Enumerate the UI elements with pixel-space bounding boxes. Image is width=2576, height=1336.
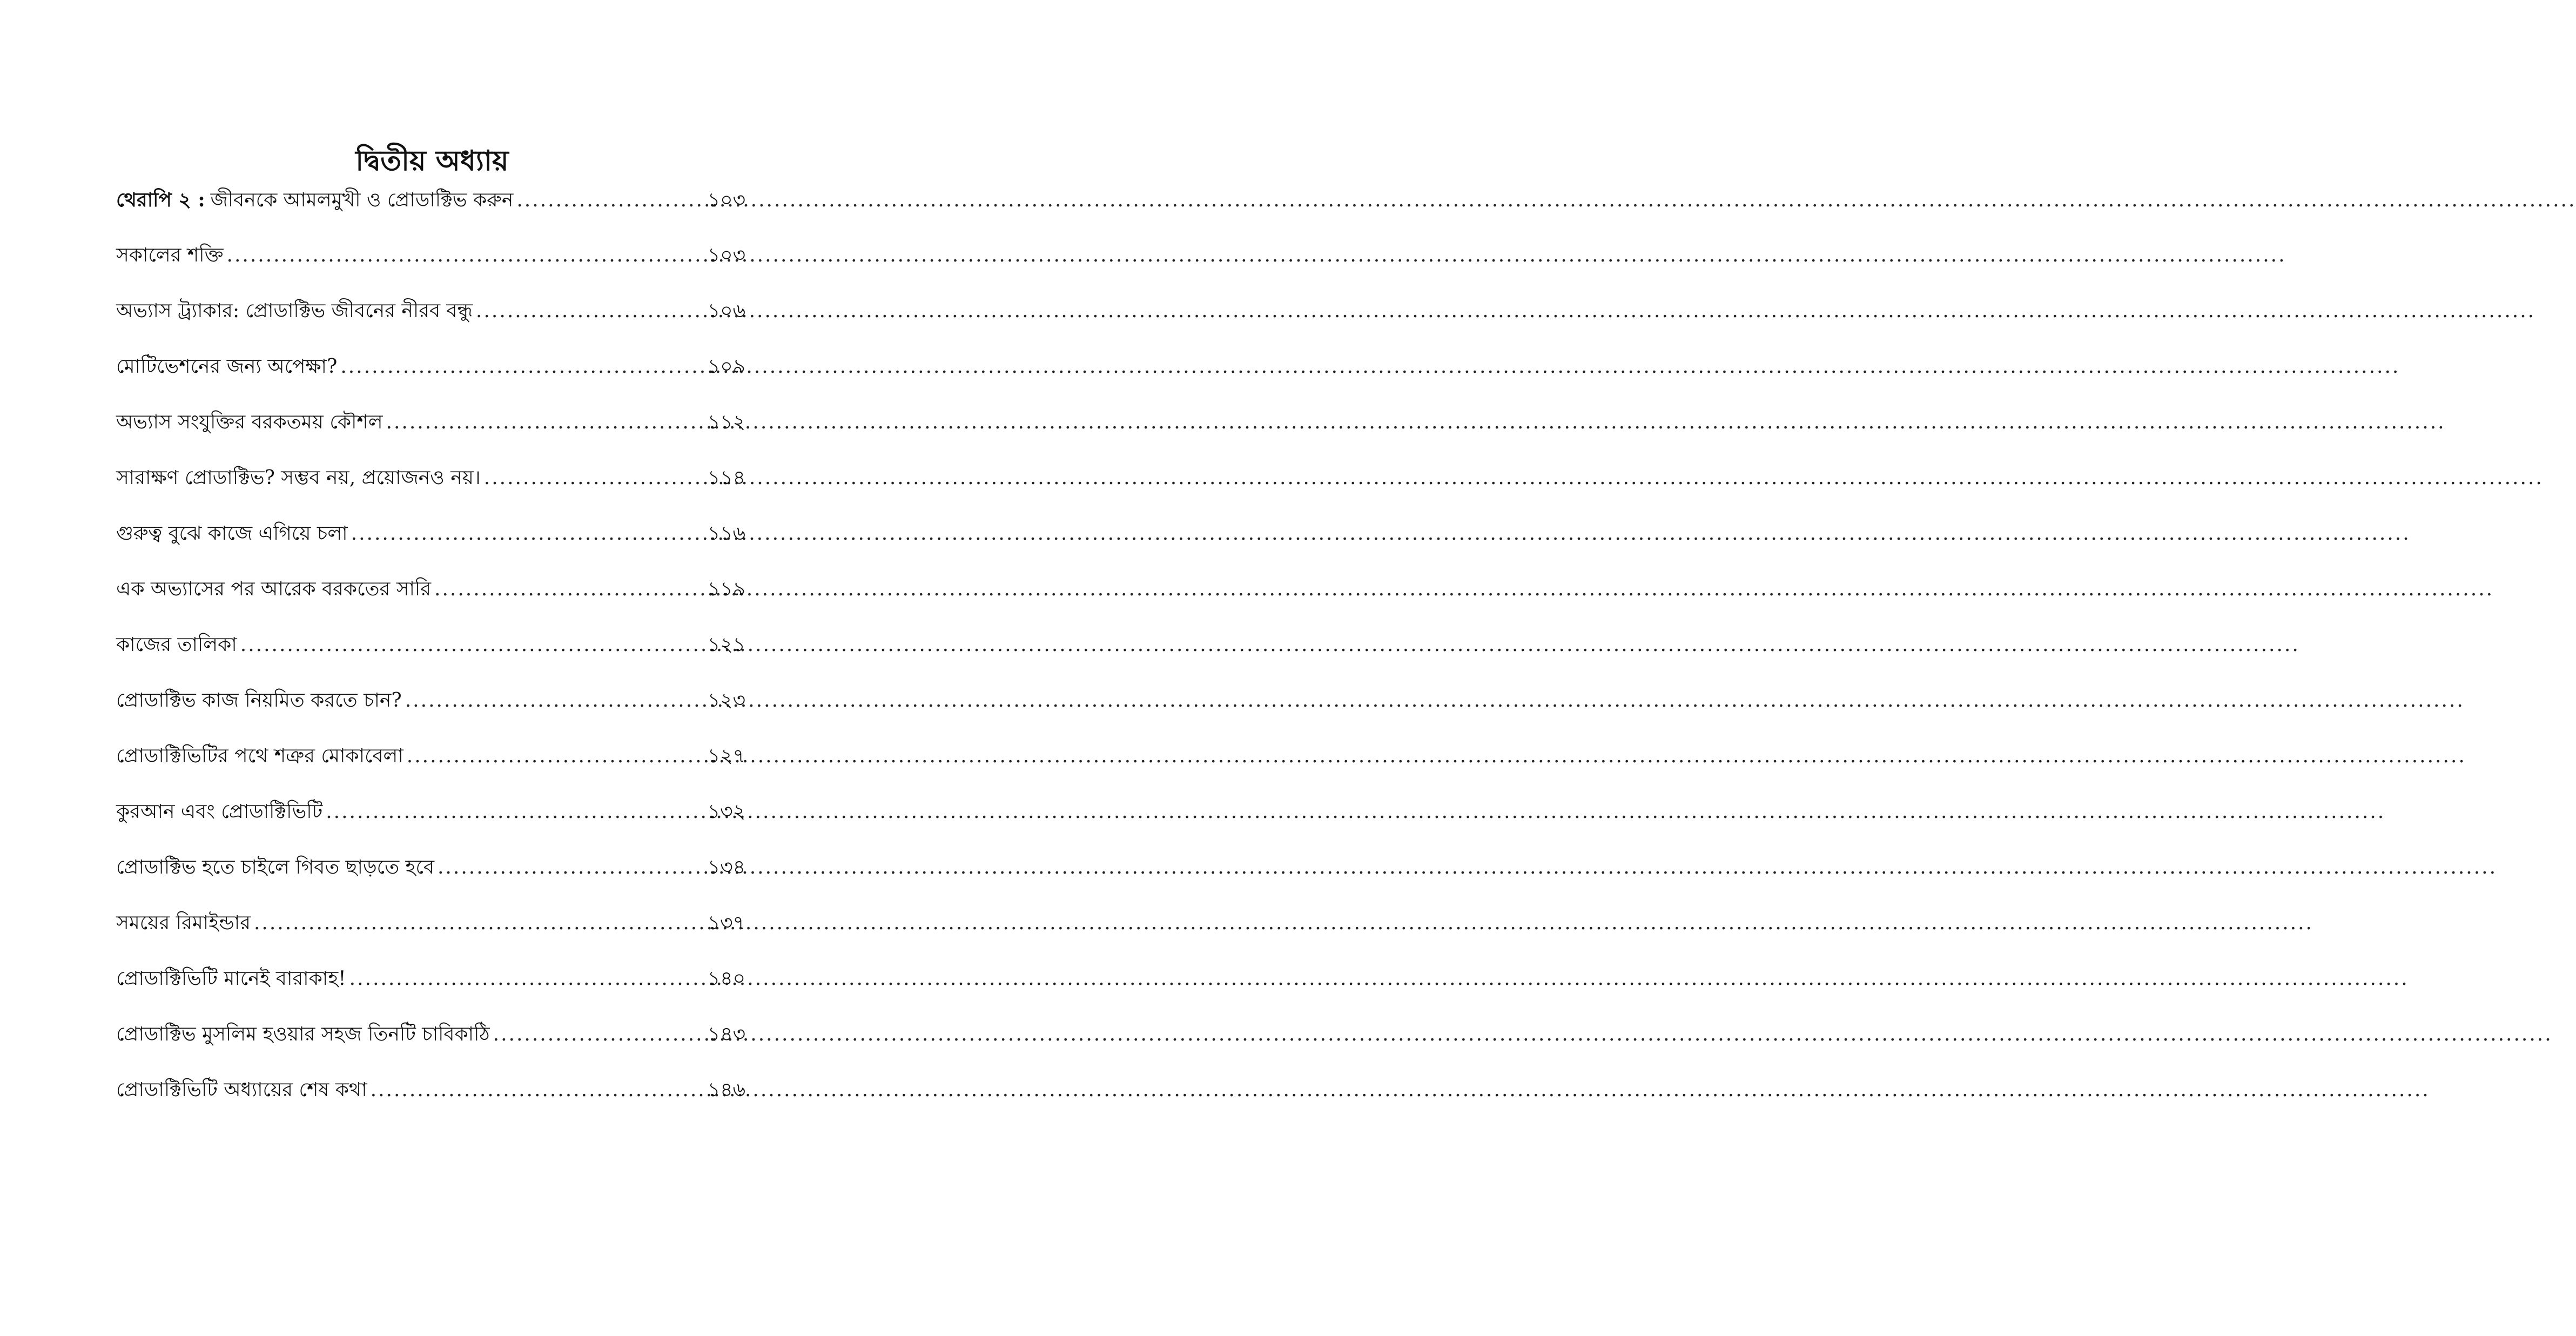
toc-entry xyxy=(116,351,745,406)
toc-entry xyxy=(116,406,745,462)
toc-entry xyxy=(116,1074,745,1130)
dot-leader xyxy=(240,629,704,661)
toc-entry-page-number: ১৪০ xyxy=(707,968,745,990)
toc-entry xyxy=(116,462,745,518)
toc-entry-page-number: ১১৯ xyxy=(707,578,745,600)
toc-entry-title: অভ্যাস ট্র্যাকার: প্রোডাক্টিভ জীবনের নীরব বন্ধু xyxy=(116,300,473,322)
dot-leader xyxy=(493,1018,704,1051)
toc-entry-page-number: ১১২ xyxy=(707,411,745,433)
toc-entry-page-number: ১০৩ xyxy=(707,189,745,211)
toc-entry-page-number: ১৪৩ xyxy=(707,1023,745,1045)
toc-entry-title: প্রোডাক্টিভিটির পথে শত্রুর মোকাবেলা xyxy=(116,745,403,767)
dot-leader xyxy=(405,684,704,717)
toc-entry xyxy=(116,907,745,963)
toc-entry-title: জীবনকে আমলমুখী ও প্রোডাক্টিভ করুন xyxy=(210,189,514,211)
toc-entry-title: প্রোডাক্টিভ কাজ নিয়মিত করতে চান? xyxy=(116,689,402,711)
toc-entry-page-number: ১১৬ xyxy=(707,522,745,545)
toc-entry-page-number: ১০৬ xyxy=(707,300,745,322)
toc-entry xyxy=(116,184,745,239)
toc-entry-title: প্রোডাক্টিভ মুসলিম হওয়ার সহজ তিনটি চাবিকাঠি xyxy=(116,1023,490,1045)
dot-leader xyxy=(227,239,704,272)
toc-entry xyxy=(116,796,745,851)
toc-entry-title: কাজের তালিকা xyxy=(116,634,237,656)
toc-entry-title: প্রোডাক্টিভ হতে চাইলে গিবত ছাড়তে হবে xyxy=(116,856,434,878)
toc-entry-page-number: ১২৭ xyxy=(707,745,745,767)
dot-leader xyxy=(476,295,704,327)
toc-entry-page-number: ১৩৭ xyxy=(707,912,745,934)
dot-leader xyxy=(371,1074,704,1106)
toc-entry xyxy=(116,629,745,684)
toc-entry-title: কুরআন এবং প্রোডাক্টিভিটি xyxy=(116,801,323,823)
toc-entry-page-number: ১২১ xyxy=(707,634,745,656)
dot-leader xyxy=(438,851,704,884)
toc-entry-page-number: ১০৯ xyxy=(707,355,745,378)
toc-entry xyxy=(116,740,745,796)
toc-entry-title: মোটিভেশনের জন্য অপেক্ষা? xyxy=(116,355,338,378)
dot-leader xyxy=(351,518,704,550)
toc-entry xyxy=(116,851,745,907)
dot-leader xyxy=(484,462,704,494)
toc-entry xyxy=(116,1018,745,1074)
dot-leader xyxy=(340,351,704,383)
toc-entry-page-number: ১৪৬ xyxy=(707,1079,745,1101)
dot-leader xyxy=(386,406,704,439)
toc-entry-title: সারাক্ষণ প্রোডাক্টিভ? সম্ভব নয়, প্রয়োজনও নয়। xyxy=(116,467,481,489)
toc-entry xyxy=(116,295,745,351)
toc-entry-page-number: ১৩৪ xyxy=(707,856,745,878)
toc-entry-title: সময়ের রিমাইন্ডার xyxy=(116,912,251,934)
toc-entry-title: প্রোডাক্টিভিটি মানেই বারাকাহ! xyxy=(116,968,346,990)
table-of-contents xyxy=(116,184,745,1130)
dot-leader xyxy=(326,796,704,828)
dot-leader xyxy=(516,184,704,217)
chapter-title: দ্বিতীয় অধ্যায় xyxy=(355,144,509,177)
toc-entry-prefix: থেরাপি ২ : xyxy=(116,189,205,211)
toc-entry-page-number: ১০৩ xyxy=(707,244,745,266)
toc-entry-title: সকালের শক্তি xyxy=(116,244,224,266)
dot-leader xyxy=(434,573,704,606)
toc-entry-page-number: ১২৩ xyxy=(707,689,745,711)
toc-entry-title: অভ্যাস সংযুক্তির বরকতময় কৌশল xyxy=(116,411,383,433)
toc-entry-title: প্রোডাক্টিভিটি অধ্যায়ের শেষ কথা xyxy=(116,1079,367,1101)
toc-entry xyxy=(116,239,745,295)
toc-entry xyxy=(116,518,745,573)
toc-entry xyxy=(116,684,745,740)
toc-entry-page-number: ১১৪ xyxy=(707,467,745,489)
toc-entry-title: এক অভ্যাসের পর আরেক বরকতের সারি xyxy=(116,578,432,600)
toc-entry xyxy=(116,963,745,1018)
toc-entry-title: গুরুত্ব বুঝে কাজে এগিয়ে চলা xyxy=(116,522,348,545)
dot-leader xyxy=(254,907,704,939)
toc-entry xyxy=(116,573,745,629)
book-page xyxy=(0,0,864,1336)
dot-leader xyxy=(407,740,704,773)
toc-entry-page-number: ১৩২ xyxy=(707,801,745,823)
dot-leader xyxy=(349,963,704,995)
